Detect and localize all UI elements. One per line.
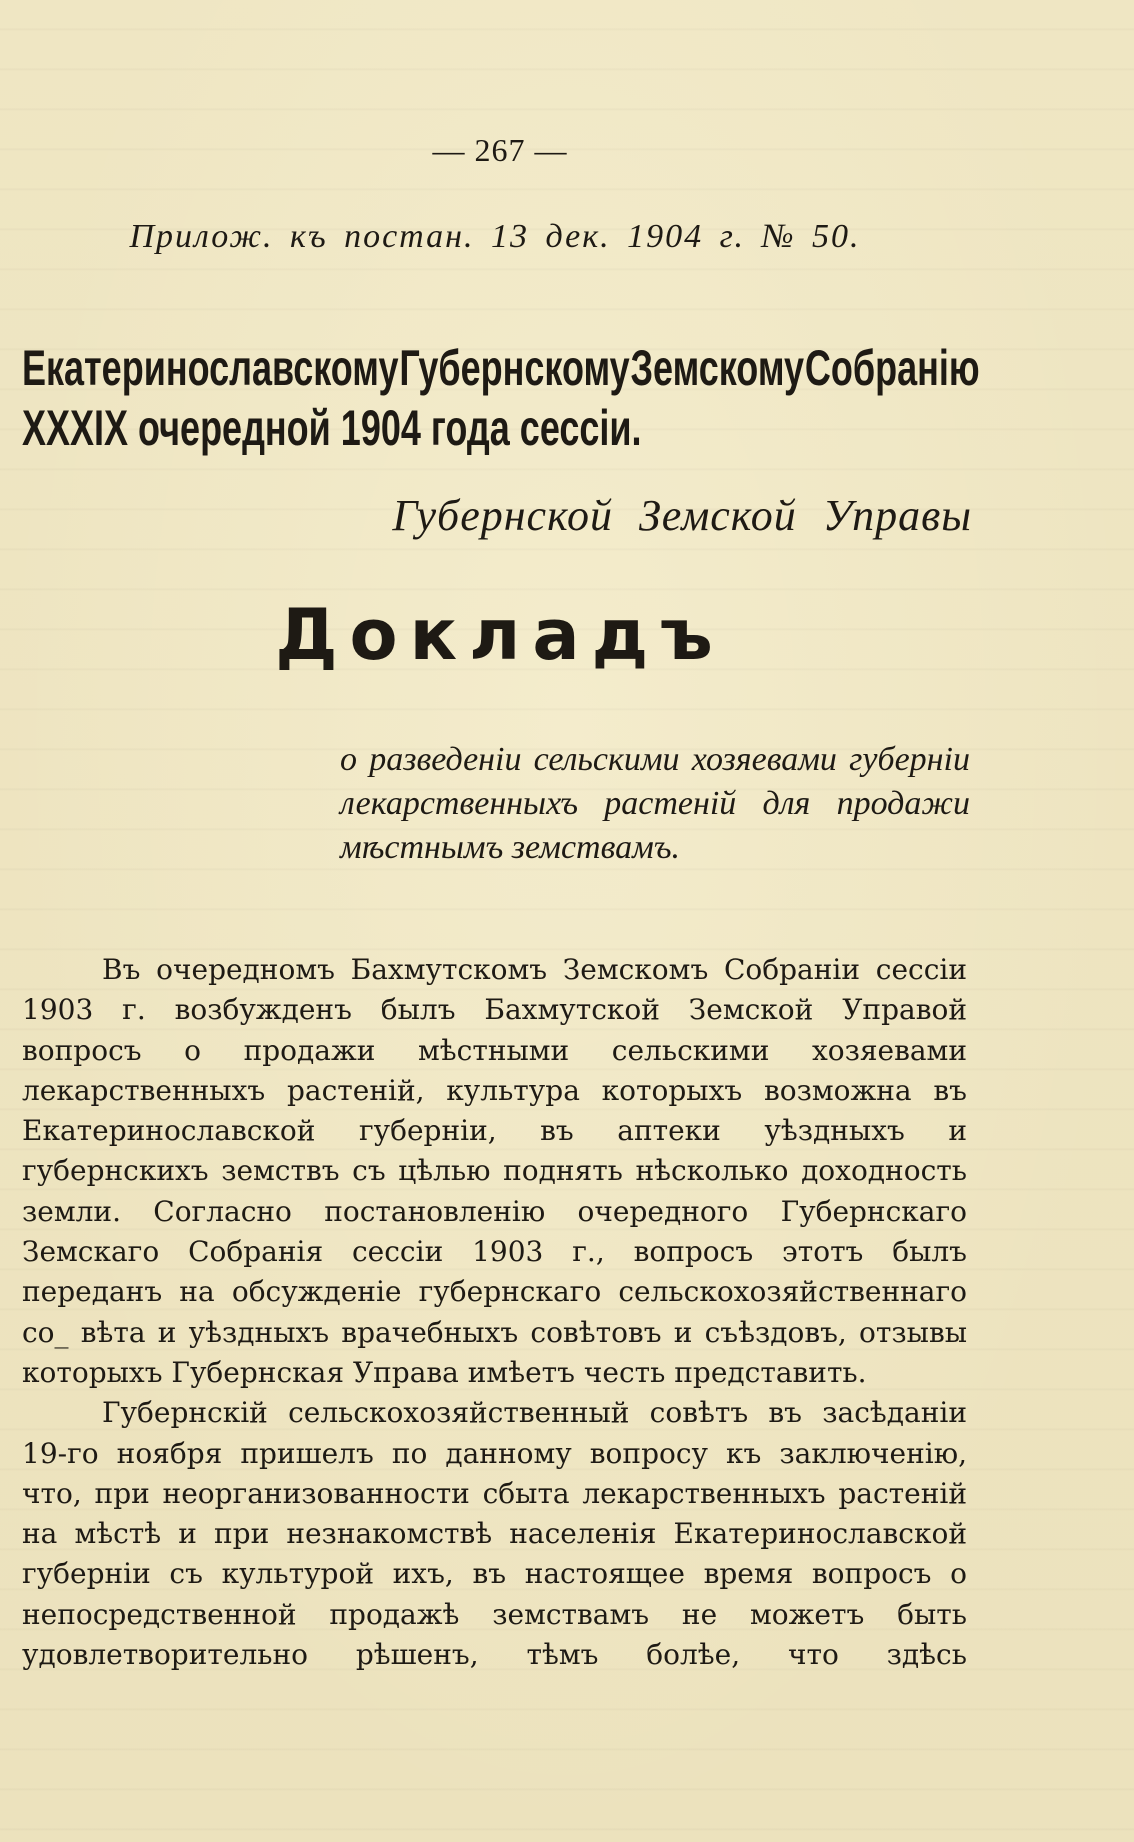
- appendix-reference: Прилож. къ постан. 13 дек. 1904 г. № 50.: [129, 218, 861, 255]
- addressee-line-1: [22, 338, 980, 398]
- addressee-line-2: XXXIX очередной 1904 года сессіи.: [22, 400, 642, 456]
- paragraph-1: Въ очередномъ Бахмутскомъ Земскомъ Собраніи сессіи 1903 г. возбужденъ былъ Бахмутской Земской Управой вопросъ о продажи мѣстными сельскими хозяевами лекарственныхъ растеній, культура которыхъ возможна въ Екатеринославской губерніи, въ аптеки уѣздныхъ и губернскихъ земствъ съ цѣлью поднять нѣсколько доходность земли. Согласно постановленію очередного Губернскаго Земскаго Собранія сессіи 1903 г., вопросъ этотъ былъ переданъ на обсужденіе губернскаго сельскохозяйственнаго со_ вѣта и уѣздныхъ врачебныхъ совѣтовъ и съѣздовъ, отзывы которыхъ Губернская Управа имѣетъ честь представить.: [22, 953, 967, 1389]
- report-subject: о разведеніи сельскими хозяевами губерніи лекарственныхъ растеній для продажи мѣстнымъ земствамъ.: [340, 741, 970, 866]
- paragraph-2: Губернскій сельскохозяйственный совѣтъ въ засѣданіи 19-го ноября пришелъ по данному вопросу къ заключенію, что, при неорганизованности сбыта лекарственныхъ растеній на мѣстѣ и при незнакомствѣ населенія Екатеринославской губерніи съ культурой ихъ, въ настоящее время вопросъ о непосредственной продажѣ земствамъ не можетъ быть удовлетворительно рѣшенъ, тѣмъ болѣе, что здѣсь: [22, 1396, 967, 1672]
- addressee-word: Земскому: [630, 340, 805, 396]
- addressee-word: Собранію: [804, 340, 980, 396]
- addressee-word: Губернскому: [399, 340, 630, 396]
- body-text: [22, 950, 967, 1675]
- page-number: — 267 —: [432, 132, 568, 168]
- addressee-heading: [22, 338, 980, 458]
- sender-line: Губернской Земской Управы: [392, 491, 972, 540]
- document-title: Докладъ: [275, 594, 725, 676]
- addressee-word: Екатеринославскому: [22, 340, 399, 396]
